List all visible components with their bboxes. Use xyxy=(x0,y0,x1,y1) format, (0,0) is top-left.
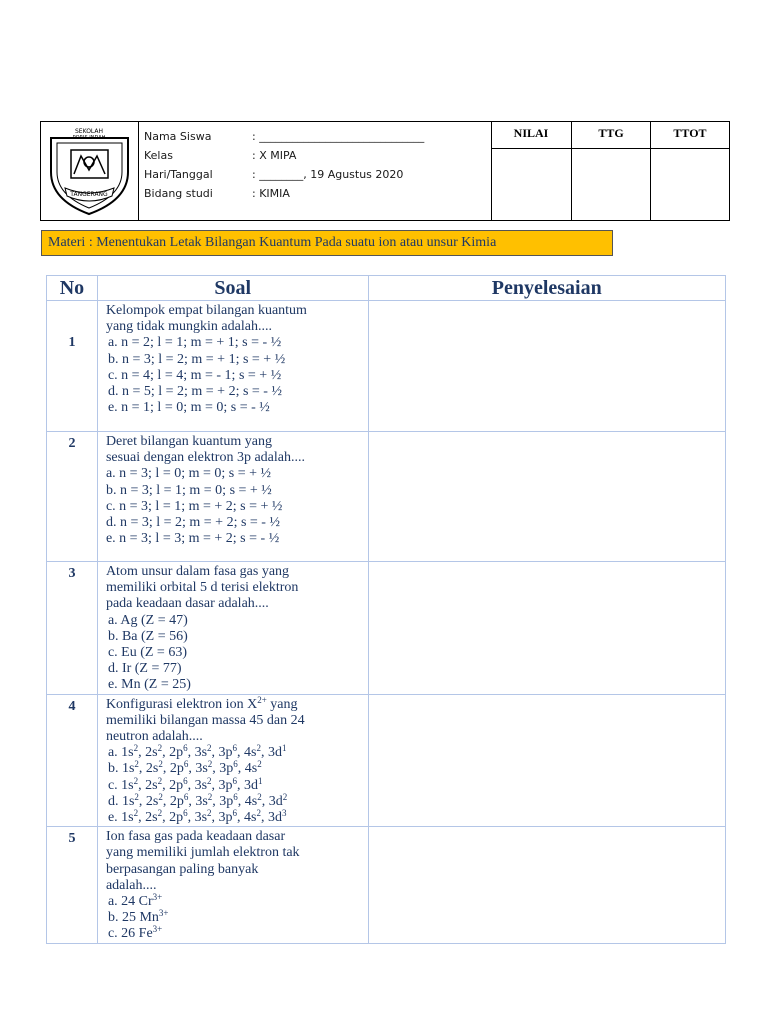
question-cell xyxy=(97,301,368,432)
header-soal: Soal xyxy=(97,276,368,301)
question-line: Ion fasa gas pada keadaan dasar xyxy=(105,829,286,845)
question-number: 2 xyxy=(47,432,98,562)
score-ttot xyxy=(651,122,729,220)
option: b. n = 3; l = 2; m = + 1; s = + ½ xyxy=(107,351,286,367)
question-number: 5 xyxy=(47,827,98,944)
question-number: 3 xyxy=(47,562,98,695)
option: c. Eu (Z = 63) xyxy=(107,645,187,661)
question-table xyxy=(46,275,726,944)
identity-header xyxy=(40,121,730,221)
config-option: b. $1s^2$, $2s^2$, $2p^6$, $3s^2$, $3p^6$, $4s^2$ xyxy=(107,759,262,777)
option: b. Ba (Z = 56) xyxy=(107,628,188,644)
logo-text-mid: PORIS INDAH xyxy=(72,135,106,141)
charge-superscript: 2+ xyxy=(257,694,267,705)
question-line: Atom unsur dalam fasa gas yang xyxy=(105,564,290,579)
option: c. n = 4; l = 4; m = - 1; s = + ½ xyxy=(107,367,282,383)
config-option: a. $1s^2$, $2s^2$, $2p^6$, $3s^2$, $3p^6$, $4s^2$, $3d^1$ xyxy=(107,743,287,761)
answer-cell[interactable] xyxy=(368,432,725,562)
field-value: : ______________________________ xyxy=(252,130,425,143)
option: b. 25 $Mn^{3+}$ xyxy=(107,908,169,926)
field-value: : X MIPA xyxy=(252,149,297,162)
score-header: NILAI xyxy=(491,122,571,149)
materi-banner: Materi : Menentukan Letak Bilangan Kuantum Pada suatu ion atau unsur Kimia xyxy=(41,230,613,256)
question-line: pada keadaan dasar adalah.... xyxy=(105,596,269,612)
table-row xyxy=(47,432,726,562)
config-option: d. $1s^2$, $2s^2$, $2p^6$, $3s^2$, $3p^6$, $4s^2$, $3d^2$ xyxy=(107,791,288,809)
question-line: yang tidak mungkin adalah.... xyxy=(105,319,272,335)
question-cell xyxy=(97,694,368,827)
option: a. Ag (Z = 47) xyxy=(107,612,188,628)
score-header: TTOT xyxy=(651,122,729,149)
table-row xyxy=(47,827,726,944)
question-cell xyxy=(97,827,368,944)
table-header-row xyxy=(47,276,726,301)
question-cell xyxy=(97,562,368,695)
option: c. 26 $Fe^{3+}$ xyxy=(107,924,163,942)
question-line: memiliki bilangan massa 45 dan 24 xyxy=(105,712,305,728)
score-ttg xyxy=(572,122,651,220)
answer-cell[interactable] xyxy=(368,301,725,432)
header-penyelesaian: Penyelesaian xyxy=(368,276,725,301)
option: a. 24 $Cr^{3+}$ xyxy=(107,892,163,910)
option: d. Ir (Z = 77) xyxy=(107,661,182,677)
config-option: e. $1s^2$, $2s^2$, $2p^6$, $3s^2$, $3p^6$, $4s^2$, $3d^3$ xyxy=(107,808,287,826)
question-line: Deret bilangan kuantum yang xyxy=(105,434,272,449)
question-line: adalah.... xyxy=(105,877,157,893)
field-label: Bidang studi xyxy=(144,187,213,200)
field-label: Hari/Tanggal xyxy=(144,168,213,181)
option: c. n = 3; l = 1; m = + 2; s = + ½ xyxy=(105,498,283,514)
score-header: TTG xyxy=(572,122,650,149)
question-line: Konfigurasi elektron ion $X^{2+}$ yang xyxy=(105,694,298,712)
option: e. Mn (Z = 25) xyxy=(107,677,191,693)
logo-cell xyxy=(41,122,139,220)
logo-text-top: SEKOLAH xyxy=(74,128,104,135)
question-line: neutron adalah.... xyxy=(105,729,203,745)
option: a. n = 2; l = 1; m = + 1; s = - ½ xyxy=(107,335,282,351)
field-label: Nama Siswa xyxy=(144,130,212,143)
option: e. n = 3; l = 3; m = + 2; s = - ½ xyxy=(105,531,280,547)
field-value: : KIMIA xyxy=(252,187,290,200)
field-label: Kelas xyxy=(144,149,173,162)
table-row xyxy=(47,301,726,432)
table-row xyxy=(47,694,726,827)
header-no: No xyxy=(47,276,98,301)
question-line: berpasangan paling banyak xyxy=(105,861,259,877)
question-line: memiliki orbital 5 d terisi elektron xyxy=(105,580,299,596)
school-logo-icon xyxy=(41,122,138,220)
option: e. n = 1; l = 0; m = 0; s = - ½ xyxy=(107,400,270,416)
question-number: 1 xyxy=(47,301,98,432)
config-option: c. $1s^2$, $2s^2$, $2p^6$, $3s^2$, $3p^6$, $3d^1$ xyxy=(107,775,263,793)
question-line: Kelompok empat bilangan kuantum xyxy=(105,303,307,318)
logo-text-bottom: TANGERANG xyxy=(70,191,108,198)
question-cell xyxy=(97,432,368,562)
option: d. n = 5; l = 2; m = + 2; s = - ½ xyxy=(107,384,282,400)
table-row xyxy=(47,562,726,695)
question-line: sesuai dengan elektron 3p adalah.... xyxy=(105,450,305,466)
answer-cell[interactable] xyxy=(368,827,725,944)
answer-cell[interactable] xyxy=(368,562,725,695)
question-line: yang memiliki jumlah elektron tak xyxy=(105,845,300,861)
score-nilai xyxy=(491,122,572,220)
option: b. n = 3; l = 1; m = 0; s = + ½ xyxy=(105,482,272,498)
question-number: 4 xyxy=(47,694,98,827)
option: a. n = 3; l = 0; m = 0; s = + ½ xyxy=(105,466,272,482)
student-info xyxy=(138,122,492,220)
field-value: : ________, 19 Agustus 2020 xyxy=(252,168,404,181)
answer-cell[interactable] xyxy=(368,694,725,827)
option: d. n = 3; l = 2; m = + 2; s = - ½ xyxy=(105,515,280,531)
